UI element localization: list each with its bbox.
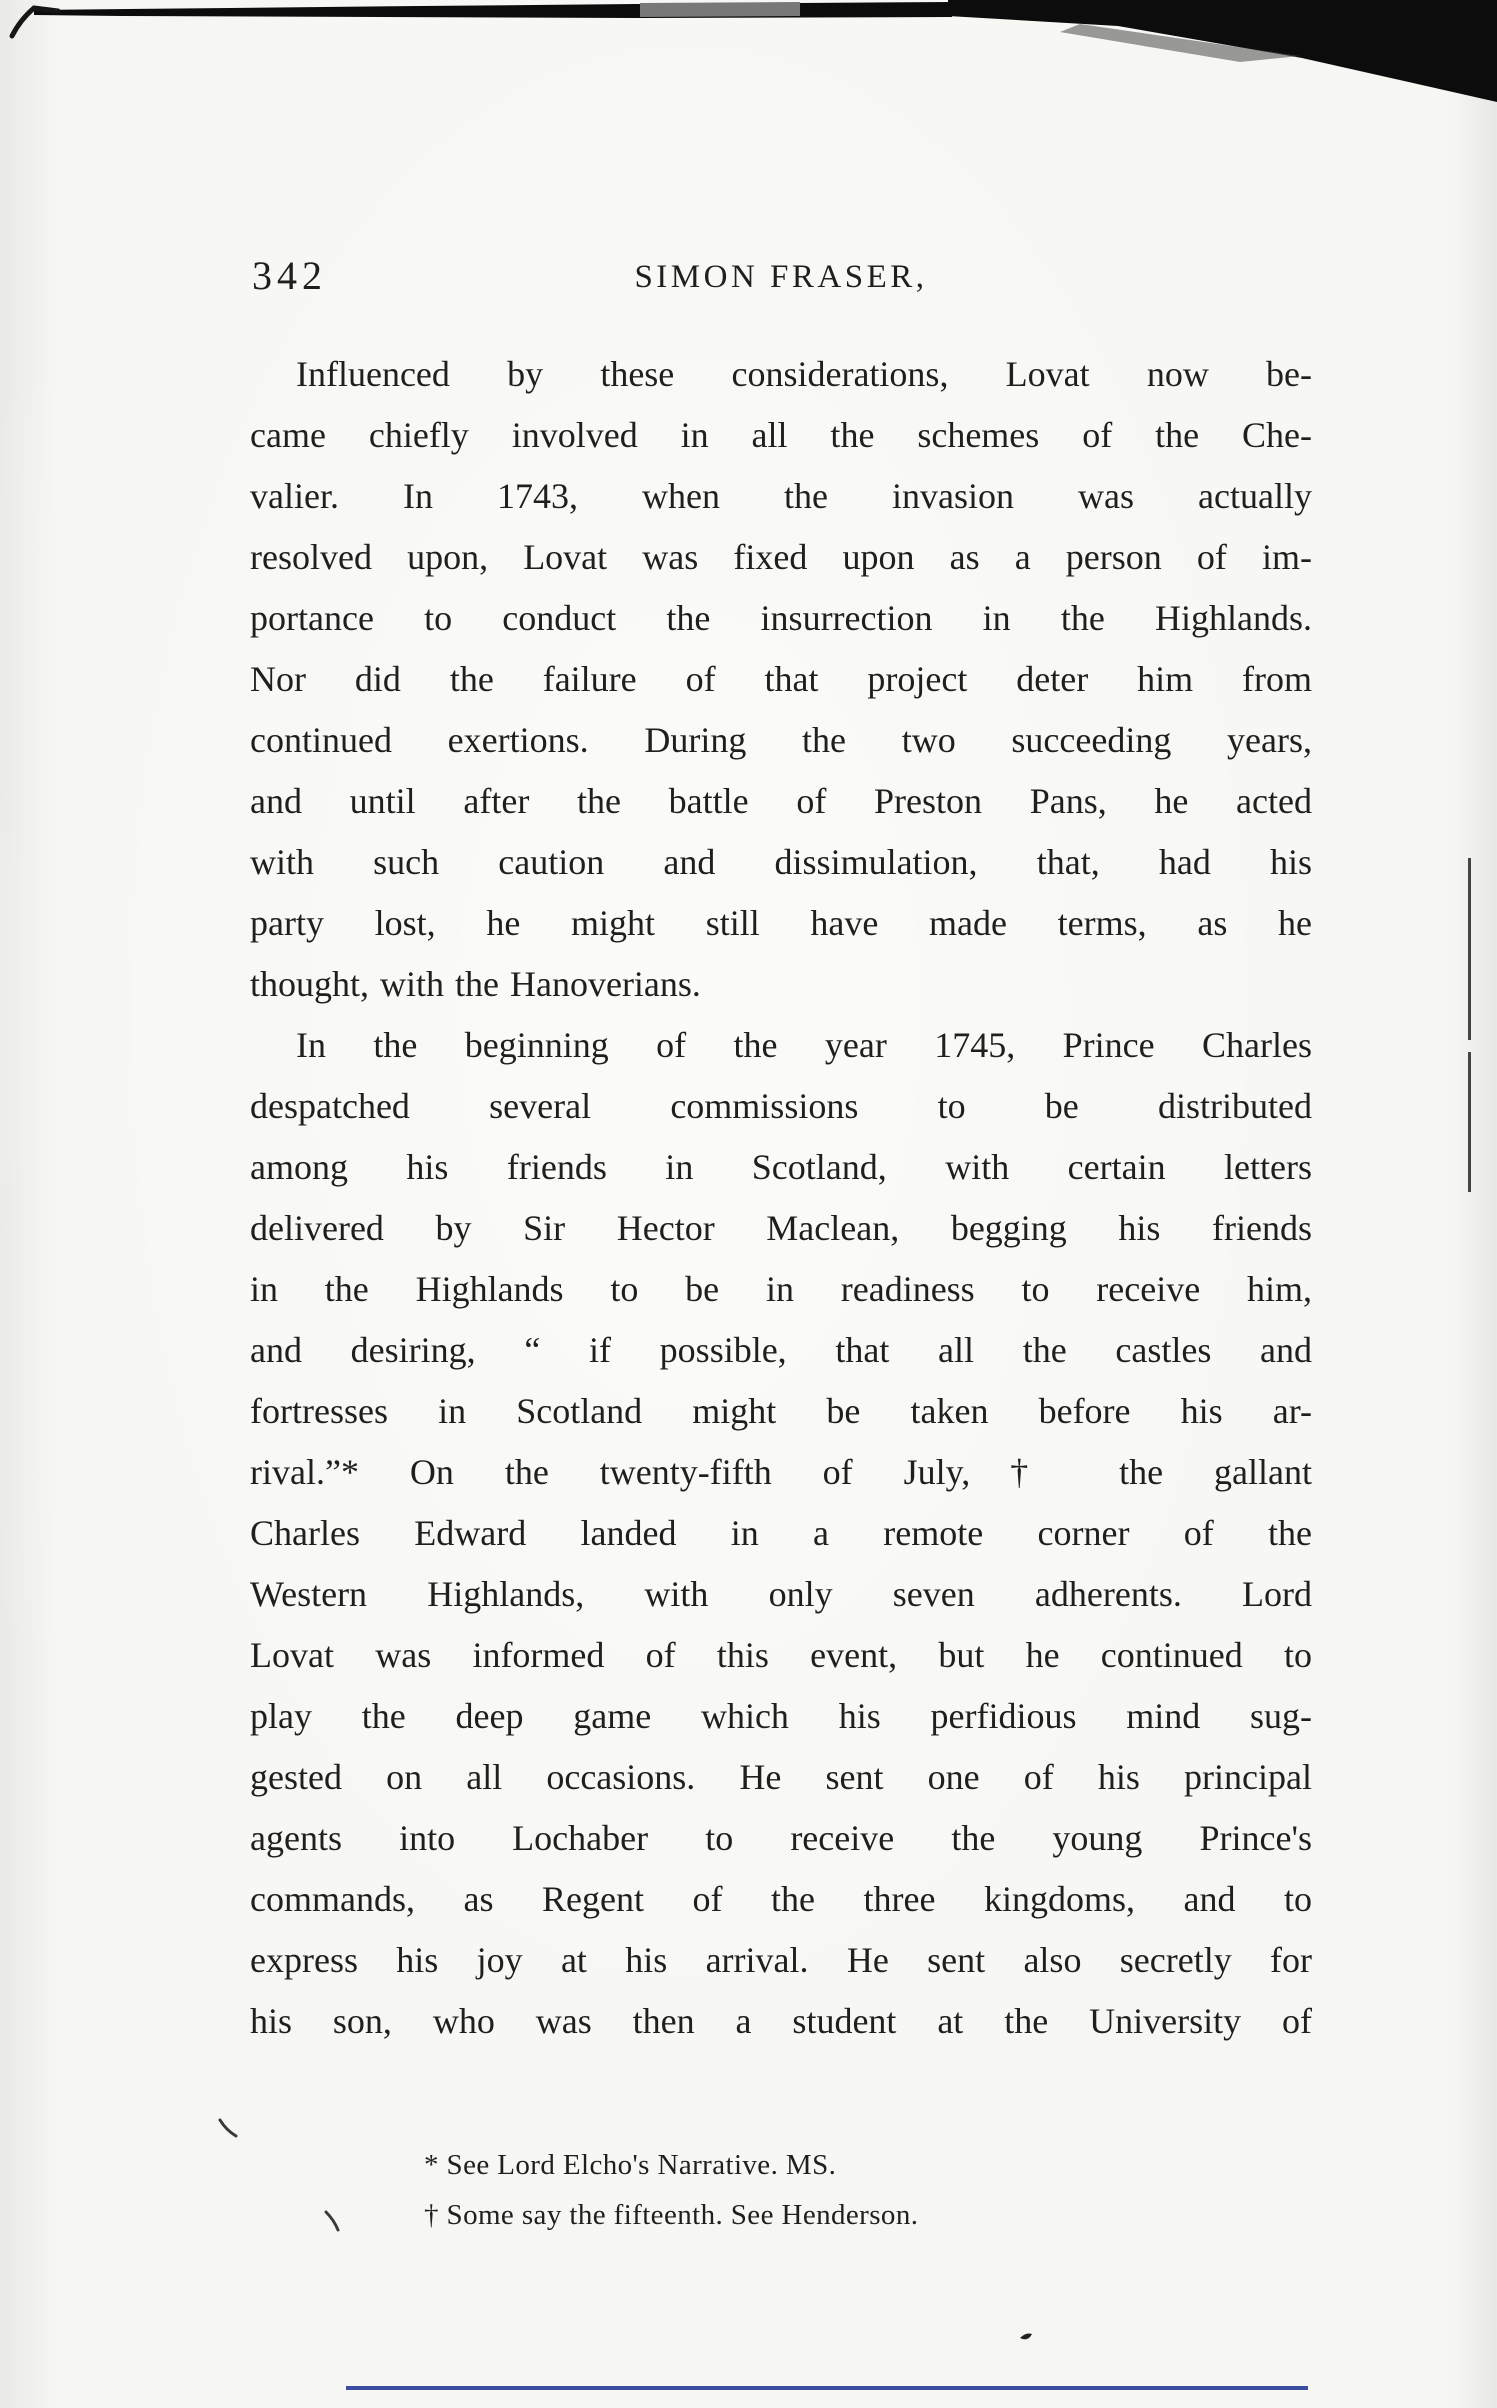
page-number: 342 [252, 253, 327, 298]
text-line: Nor did the failure of that project deter him from [250, 659, 1312, 699]
text-line: valier. In 1743, when the invasion was actually [250, 476, 1312, 516]
text-line: party lost, he might still have made terms, as he [250, 903, 1312, 943]
text-line: play the deep game which his perfidious mind sug- [250, 1696, 1312, 1736]
footnote: † Some say the fifteenth. See Henderson. [424, 2199, 919, 2231]
text-line: fortresses in Scotland might be taken before his ar- [250, 1391, 1312, 1431]
scan-artifact-top-band [34, 0, 1497, 102]
text-line: rival.”* On the twenty-fifth of July,† the gallant [250, 1452, 1312, 1492]
text-line: thought, with the Hanoverians. [250, 964, 701, 1004]
text-line: Influenced by these considerations, Lovat now be- [296, 354, 1312, 394]
text-line: commands, as Regent of the three kingdoms, and to [250, 1879, 1312, 1919]
text-line: and desiring, “ if possible, that all the castles and [250, 1330, 1312, 1370]
text-line: with such caution and dissimulation, that, had his [250, 842, 1312, 882]
text-line: in the Highlands to be in readiness to receive him, [250, 1269, 1312, 1309]
text-line: continued exertions. During the two succeeding years, [250, 720, 1312, 760]
text-line: Charles Edward landed in a remote corner of the [250, 1513, 1312, 1553]
page-body [250, 344, 1312, 2052]
text-line: express his joy at his arrival. He sent also secretly for [250, 1940, 1312, 1980]
text-line: gested on all occasions. He sent one of his principal [250, 1757, 1312, 1797]
text-line: In the beginning of the year 1745, Prince Charles [296, 1025, 1312, 1065]
text-line: resolved upon, Lovat was fixed upon as a person of im- [250, 537, 1312, 577]
running-header: SIMON FRASER, [634, 259, 928, 295]
scan-artifact-corner-mark [12, 8, 58, 36]
text-line: came chiefly involved in all the schemes of the Che- [250, 415, 1312, 455]
text-line: Western Highlands, with only seven adherents. Lord [250, 1574, 1312, 1614]
text-line: despatched several commissions to be distributed [250, 1086, 1312, 1126]
footnotes [424, 2140, 918, 2240]
page-header [250, 252, 1312, 304]
text-line: Lovat was informed of this event, but he continued to [250, 1635, 1312, 1675]
scan-artifact-right-line [1468, 858, 1471, 1192]
text-line: and until after the battle of Preston Pans, he acted [250, 781, 1312, 821]
text-line: among his friends in Scotland, with certain letters [250, 1147, 1312, 1187]
text-line: delivered by Sir Hector Maclean, begging his friends [250, 1208, 1312, 1248]
text-line: agents into Lochaber to receive the young Prince's [250, 1818, 1312, 1858]
text-line: his son, who was then a student at the University of [250, 2001, 1312, 2041]
text-line: portance to conduct the insurrection in the Highlands. [250, 598, 1312, 638]
footnote: * See Lord Elcho's Narrative. MS. [424, 2149, 837, 2181]
scan-artifact-bottom-line [346, 2386, 1308, 2390]
